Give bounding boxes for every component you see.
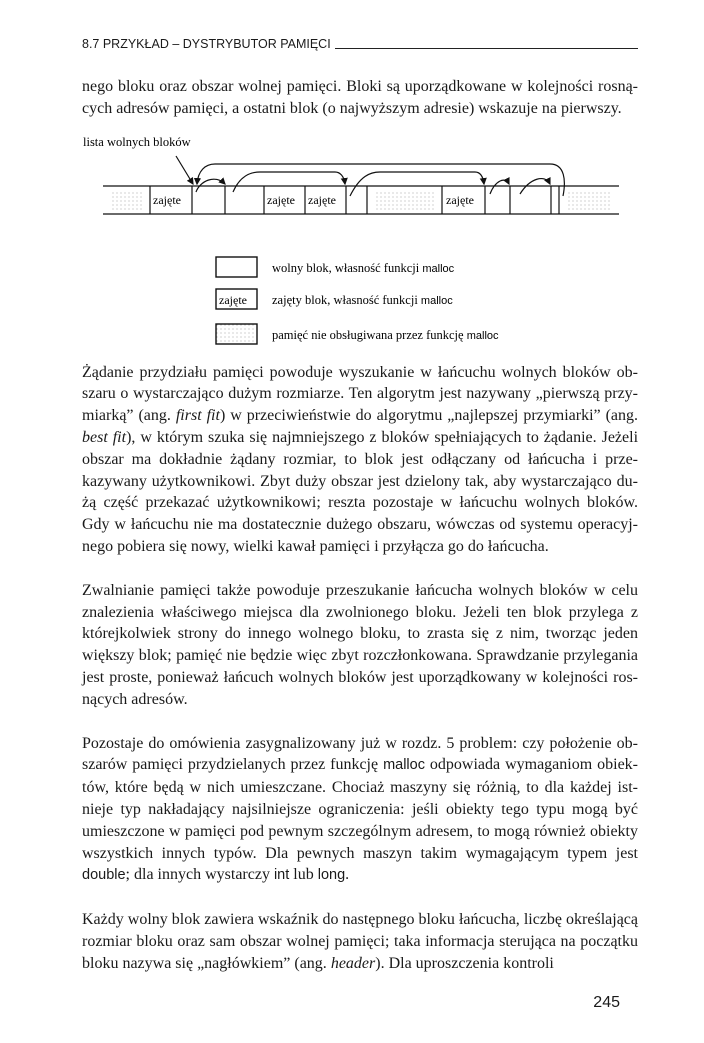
busy-block-label: zajęte — [153, 192, 181, 207]
legend-swatch-busy-label: zajęte — [219, 292, 247, 307]
legend-swatch-unmanaged — [216, 324, 257, 344]
busy-block-label: zajęte — [446, 192, 474, 207]
text-run: ), w którym szuka się najmniejszego z bloków spełniających to żądanie. Jeżeli obszar ma dokładnie żądany rozmiar, to blok jest odłączany od łańcucha i przekazywany użytkownikowi. Zbyt duży obszar jest dzielony tak, aby wystarczająco dużą część przekazać użytkownikowi; reszta pozostaje w łańcuchu wolnych bloków. Gdy w łańcuchu nie ma dostatecznie dużego obszaru, wówczas od systemu operacyjnego pobiera się nowy, wielki kawał pamięci i przyłącza go do łańcucha. — [82, 428, 639, 555]
inline-term: long — [317, 867, 346, 884]
legend-item-free: wolny blok, własność funkcji malloc — [272, 260, 455, 275]
inline-term: malloc — [383, 757, 425, 774]
paragraph — [82, 733, 638, 888]
running-title: 8.7 PRZYKŁAD – DYSTRYBUTOR PAMIĘCI — [82, 37, 331, 51]
text-run: ) w przeciwieństwie do algorytmu „najlepszej przymiarki” (ang. — [219, 407, 638, 425]
page-number: 245 — [593, 993, 620, 1011]
inline-term: first fit — [175, 407, 220, 425]
inline-term: best fit — [82, 428, 127, 446]
busy-block-label: zajęte — [308, 192, 336, 207]
text-run: nego bloku oraz obszar wolnej pamięci. Bloki są uporządkowane w kolejności rosnących adresów pamięci, a ostatni blok (o najwyższym adresie) wskazuje na pierwszy. — [82, 78, 638, 117]
list-pointer-arrow — [176, 156, 193, 184]
legend-swatch-free — [216, 257, 257, 277]
text-run: Każdy wolny blok zawiera wskaźnik do następnego bloku łańcucha, liczbę określającą rozmiar bloku oraz sam obszar wolnej pamięci; taka informacja sterująca na początku bloku nazywa się „nagłówkiem” (ang. — [82, 911, 638, 972]
paragraph — [82, 362, 638, 558]
unmanaged-block — [112, 190, 142, 210]
legend-item-busy: zajęty blok, własność funkcji malloc — [272, 292, 453, 307]
inline-term: double — [82, 867, 126, 884]
text-run: Żądanie przydziału pamięci powoduje wyszukanie w łańcuchu wolnych bloków obszaru o wystarczająco dużym rozmiarze. Ten algorytm jest nazywany „pierwszą przymiarką” (ang. — [82, 363, 638, 425]
text-run: Pozostaje do omówienia zasygnalizowany już w rozdz. 5 problem: czy położenie obszarów pamięci przydzielanych przez funkcję — [82, 734, 638, 774]
free-list-diagram — [0, 124, 704, 356]
paragraph — [82, 580, 638, 711]
legend — [216, 257, 499, 344]
paragraph — [82, 76, 638, 120]
header-rule — [335, 48, 638, 49]
running-header — [82, 36, 638, 52]
text-run: . — [345, 866, 350, 884]
text-run: Zwalnianie pamięci także powoduje przeszukanie łańcucha wolnych bloków w celu znalezienia właściwego miejsca dla zwolnionego bloku. Jeżeli ten blok przylega z którejkolwiek strony do innego wolnego bloku, to zrasta się z nim, tworząc jeden większy blok; pamięć nie będzie więc zbyt rozczłonkowana. Sprawdzanie przylegania jest proste, ponieważ łańcuch wolnych bloków jest uporządkowany w kolejności rosnących adresów. — [82, 581, 638, 708]
text-run: lub — [289, 866, 318, 884]
text-run: ). Dla uproszczenia kontroli — [375, 954, 554, 972]
paragraph — [82, 909, 638, 974]
legend-item-unmanaged: pamięć nie obsługiwana przez funkcję malloc — [272, 327, 499, 342]
inline-term: header — [330, 954, 376, 972]
inline-term: int — [273, 867, 290, 884]
list-label: lista wolnych bloków — [83, 134, 191, 149]
busy-block-label: zajęte — [267, 192, 295, 207]
text-run: ; dla innych wystarczy — [125, 866, 274, 884]
unmanaged-block — [374, 190, 436, 210]
text-run: odpowiada wymaganiom obiektów, które będą w nich umieszczane. Chociaż maszyny się różnią, to dla każdej istnieje typ nakładający najsilniejsze ograniczenia: jeśli obiekty tego typu mogą być umieszczone w pamięci pod pewnym szczególnym adresem, to mogą również obiekty wszystkich innych typów. Dla pewnych maszyn takim wymagającym typem jest — [82, 756, 638, 862]
unmanaged-block — [567, 190, 611, 210]
